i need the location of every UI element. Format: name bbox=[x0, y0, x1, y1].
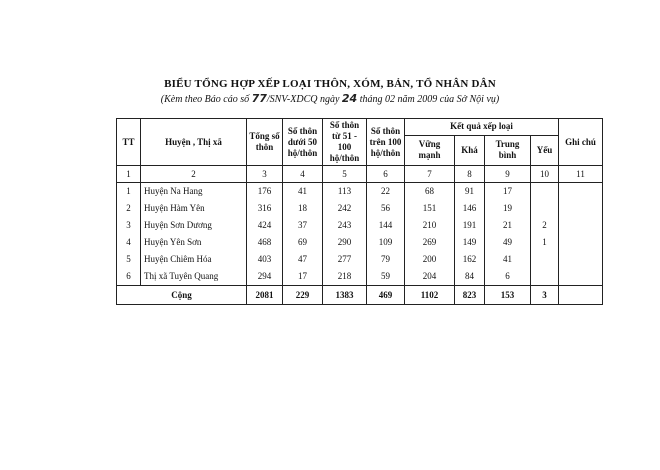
row-average: 17 bbox=[485, 183, 531, 201]
total-under-50: 229 bbox=[283, 286, 323, 305]
row-strong: 210 bbox=[405, 217, 455, 234]
header-under-50: Số thôn dưới 50 hộ/thôn bbox=[283, 119, 323, 166]
subtitle-mid: /SNV-XDCQ ngày bbox=[266, 94, 340, 105]
row-under-50: 37 bbox=[283, 217, 323, 234]
row-weak bbox=[531, 200, 559, 217]
row-district: Huyện Na Hang bbox=[141, 183, 247, 201]
row-under-50: 17 bbox=[283, 268, 323, 286]
row-tt: 4 bbox=[117, 234, 141, 251]
row-strong: 151 bbox=[405, 200, 455, 217]
header-average: Trung bình bbox=[485, 135, 531, 165]
row-district: Thị xã Tuyên Quang bbox=[141, 268, 247, 286]
table-row bbox=[117, 183, 603, 201]
column-number: 1 bbox=[117, 166, 141, 183]
table-row bbox=[117, 251, 603, 268]
total-row bbox=[117, 286, 603, 305]
report-day-handwritten: 24 bbox=[341, 92, 358, 105]
summary-table bbox=[116, 118, 603, 305]
total-average: 153 bbox=[485, 286, 531, 305]
row-note bbox=[559, 268, 603, 286]
total-villages: 2081 bbox=[247, 286, 283, 305]
row-district: Huyện Chiêm Hóa bbox=[141, 251, 247, 268]
row-over-100: 144 bbox=[367, 217, 405, 234]
row-strong: 269 bbox=[405, 234, 455, 251]
row-good: 191 bbox=[455, 217, 485, 234]
row-good: 162 bbox=[455, 251, 485, 268]
column-number: 3 bbox=[247, 166, 283, 183]
row-total: 424 bbox=[247, 217, 283, 234]
total-label: Cộng bbox=[117, 286, 247, 305]
column-number: 11 bbox=[559, 166, 603, 183]
total-strong: 1102 bbox=[405, 286, 455, 305]
subtitle-prefix: (Kèm theo Báo cáo số bbox=[160, 94, 250, 105]
row-under-50: 69 bbox=[283, 234, 323, 251]
header-row-1 bbox=[117, 119, 603, 136]
row-51-to-100: 290 bbox=[323, 234, 367, 251]
table-row bbox=[117, 234, 603, 251]
total-weak: 3 bbox=[531, 286, 559, 305]
header-over-100: Số thôn trên 100 hộ/thôn bbox=[367, 119, 405, 166]
column-number-row bbox=[117, 166, 603, 183]
header-good: Khá bbox=[455, 135, 485, 165]
column-number: 4 bbox=[283, 166, 323, 183]
table-row bbox=[117, 268, 603, 286]
header-51-to-100: Số thôn từ 51 - 100 hộ/thôn bbox=[323, 119, 367, 166]
column-number: 8 bbox=[455, 166, 485, 183]
row-average: 21 bbox=[485, 217, 531, 234]
report-number-handwritten: 77 bbox=[251, 92, 267, 105]
row-weak bbox=[531, 251, 559, 268]
row-note bbox=[559, 251, 603, 268]
header-district: Huyện , Thị xã bbox=[141, 119, 247, 166]
header-note: Ghi chú bbox=[559, 119, 603, 166]
row-tt: 5 bbox=[117, 251, 141, 268]
subtitle-suffix: tháng 02 năm 2009 của Sở Nội vụ) bbox=[359, 94, 500, 105]
row-over-100: 109 bbox=[367, 234, 405, 251]
total-good: 823 bbox=[455, 286, 485, 305]
row-note bbox=[559, 217, 603, 234]
table-body bbox=[117, 183, 603, 286]
row-strong: 200 bbox=[405, 251, 455, 268]
row-tt: 2 bbox=[117, 200, 141, 217]
row-51-to-100: 242 bbox=[323, 200, 367, 217]
row-note bbox=[559, 183, 603, 201]
total-note bbox=[559, 286, 603, 305]
row-note bbox=[559, 234, 603, 251]
row-over-100: 79 bbox=[367, 251, 405, 268]
row-51-to-100: 218 bbox=[323, 268, 367, 286]
row-tt: 3 bbox=[117, 217, 141, 234]
row-under-50: 41 bbox=[283, 183, 323, 201]
row-total: 403 bbox=[247, 251, 283, 268]
row-strong: 204 bbox=[405, 268, 455, 286]
row-total: 468 bbox=[247, 234, 283, 251]
header-total-villages: Tổng số thôn bbox=[247, 119, 283, 166]
row-weak bbox=[531, 268, 559, 286]
row-district: Huyện Sơn Dương bbox=[141, 217, 247, 234]
row-tt: 6 bbox=[117, 268, 141, 286]
column-number: 5 bbox=[323, 166, 367, 183]
page-title: BIỂU TỔNG HỢP XẾP LOẠI THÔN, XÓM, BẢN, TỔ NHÂN DÂN bbox=[164, 78, 496, 90]
row-average: 6 bbox=[485, 268, 531, 286]
row-51-to-100: 277 bbox=[323, 251, 367, 268]
column-number: 2 bbox=[141, 166, 247, 183]
column-number: 6 bbox=[367, 166, 405, 183]
row-good: 146 bbox=[455, 200, 485, 217]
header-weak: Yếu bbox=[531, 135, 559, 165]
row-good: 91 bbox=[455, 183, 485, 201]
row-average: 41 bbox=[485, 251, 531, 268]
row-average: 19 bbox=[485, 200, 531, 217]
row-over-100: 56 bbox=[367, 200, 405, 217]
row-good: 149 bbox=[455, 234, 485, 251]
row-over-100: 59 bbox=[367, 268, 405, 286]
column-number: 7 bbox=[405, 166, 455, 183]
row-total: 176 bbox=[247, 183, 283, 201]
row-note bbox=[559, 200, 603, 217]
row-tt: 1 bbox=[117, 183, 141, 201]
row-weak bbox=[531, 183, 559, 201]
row-weak: 1 bbox=[531, 234, 559, 251]
row-total: 294 bbox=[247, 268, 283, 286]
page-subtitle bbox=[0, 92, 660, 105]
row-strong: 68 bbox=[405, 183, 455, 201]
row-51-to-100: 113 bbox=[323, 183, 367, 201]
table-row bbox=[117, 217, 603, 234]
table-row bbox=[117, 200, 603, 217]
total-51-to-100: 1383 bbox=[323, 286, 367, 305]
column-number: 9 bbox=[485, 166, 531, 183]
total-over-100: 469 bbox=[367, 286, 405, 305]
row-weak: 2 bbox=[531, 217, 559, 234]
header-tt: TT bbox=[117, 119, 141, 166]
header-classification-result: Kết quả xếp loại bbox=[405, 119, 559, 136]
header-strong: Vững mạnh bbox=[405, 135, 455, 165]
row-district: Huyện Yên Sơn bbox=[141, 234, 247, 251]
row-under-50: 18 bbox=[283, 200, 323, 217]
row-average: 49 bbox=[485, 234, 531, 251]
row-51-to-100: 243 bbox=[323, 217, 367, 234]
row-district: Huyện Hàm Yên bbox=[141, 200, 247, 217]
row-good: 84 bbox=[455, 268, 485, 286]
row-total: 316 bbox=[247, 200, 283, 217]
column-number: 10 bbox=[531, 166, 559, 183]
row-over-100: 22 bbox=[367, 183, 405, 201]
row-under-50: 47 bbox=[283, 251, 323, 268]
